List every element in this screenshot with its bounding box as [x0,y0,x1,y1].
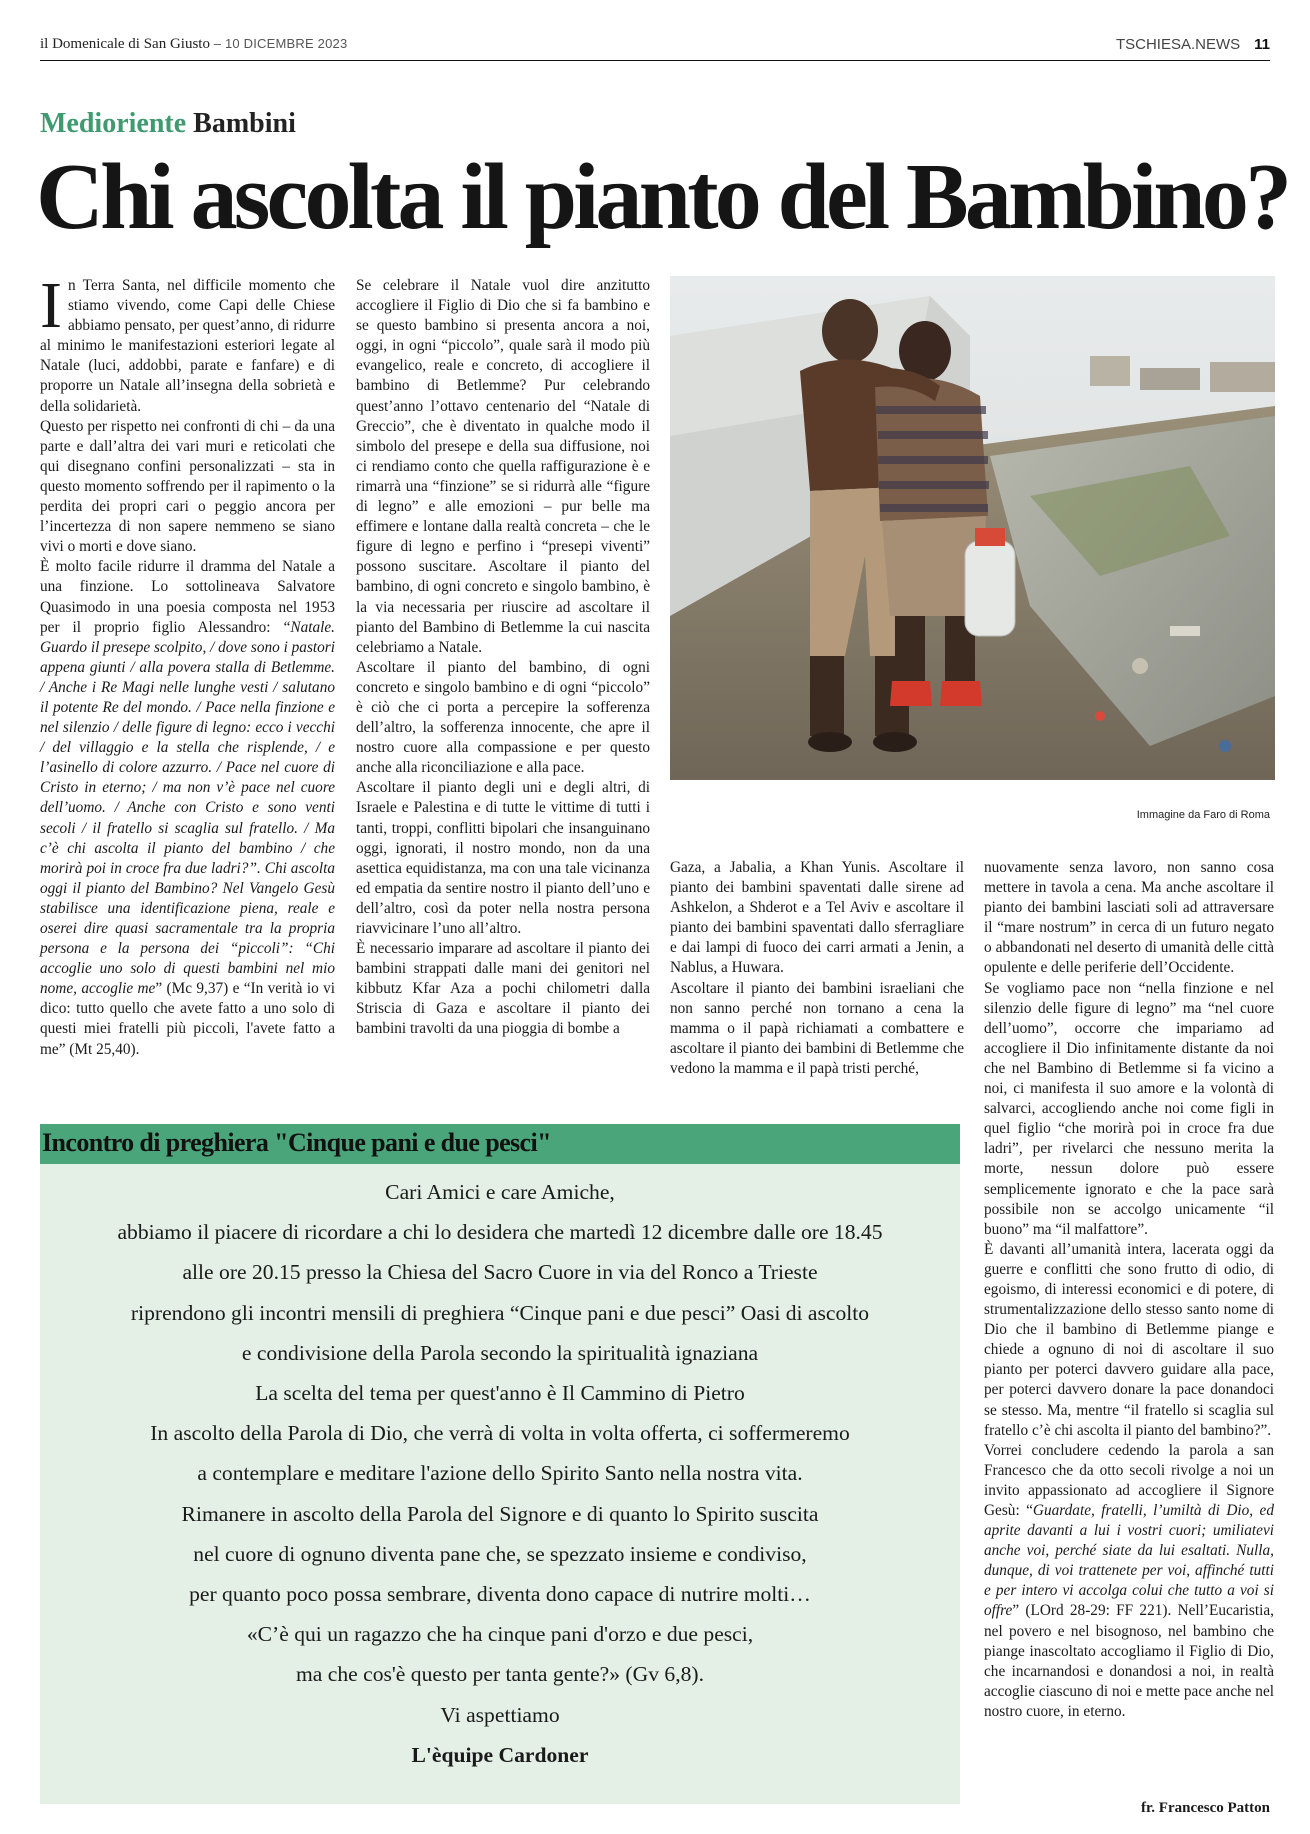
paragraph [356,276,650,658]
paragraph-text: Ascoltare il pianto degli uni e degli altri, di Israele e Palestina e di tutte le vittime di tutti i tanti, troppi, conflitti bipolari che insanguinano oggi, ignorati, il nostro mondo, non da una asettica equidistanza, ma con una tale vicinanza ed empatia da sentire nostro il pianto dell’uno e dell’altro, così da poter nella nostra persona riavvicinare l’uno all’altro. [356,779,650,937]
quotation: Natale. Guardo il presepe scolpito, / dove sono i pastori appena giunti / alla povera stalla di Betlemme. / Anche i Re Magi nelle lunghe vesti / salutano il potente Re del mondo. / Pace nella finzione e nel silenzio / delle figure di legno: ecco i vecchi / del villaggio e la stella che risplende, / e l’asinello di colore azzurro. / Pace nel cuore di Cristo in eterno; / ma non v’è pace nel cuore dell’uomo. / Anche con Cristo e sono venti secoli / il fratello si scaglia sul fratello. / Ma c’è chi ascolta il pianto del bambino / che morirà poi in croce fra due ladri?”. Chi ascolta oggi il pianto del Bambino? Nel Vangelo Gesù stabilisce una identificazione piena, reale e oserei dire quasi sacramentale tra la propria persona e la persona dei “piccoli”: “Chi accoglie uno solo di questi bambini nel mio nome, accoglie me [40,618,336,998]
box-line: «C’è qui un ragazzo che ha cinque pani d'orzo e due pesci, [246,1622,754,1647]
publication-name: il Domenicale di San Giusto [40,36,210,52]
paragraph [670,858,964,979]
box-line: Rimanere in ascolto della Parola del Signore e di quanto lo Spirito suscita [181,1501,819,1526]
paragraph [356,939,650,1039]
paragraph-text: Gaza, a Jabalia, a Khan Yunis. Ascoltare il pianto dei bambini spaventati dalle sirene ad Ashkelon, a Shderot e a Tel Aviv e ascoltare il pianto dei bambini spaventati dallo sferragliare e dai lampi di fuoco dei carri armati a Jenin, a Nablus, a Huwara. [670,859,964,977]
page-number: 11 [1254,36,1270,53]
paragraph-text: È necessario imparare ad ascoltare il pianto dei bambini strappati dalle mani dei genitori nel kibbutz Kfar Aza a pochi chilometri dalla Striscia di Gaza e ascoltare il pianto dei bambini travolti da una pioggia di bombe a [356,940,650,1038]
box-line: per quanto poco possa sembrare, diventa dono capace di nutrire molti… [189,1582,811,1607]
box-line: Vi aspettiamo [440,1702,560,1727]
kicker-topic: Medioriente [40,108,187,139]
header-rule [40,60,1270,61]
paragraph [984,1441,1274,1722]
paragraph [984,1240,1274,1441]
paragraph-text-after: ” (LOrd 28-29: FF 221). Nell’Eucaristia, nel povero e nel bisognoso, nel bambino che piange inascoltato accogliamo il Figlio di Dio, che incarnandosi e donandosi a noi, in realtà accoglie ciascuno di noi e mette pace anche nel nostro cuore, in eterno. [984,1602,1274,1720]
paragraph-text-after: ” (Mc 9,37) e “In verità io vi dico: tutto quello che avete fatto a uno solo di questi miei fratelli più piccoli, l'avete fatto a me” (Mt 25,40). [40,980,335,1058]
box-line: nel cuore di ognuno diventa pane che, se spezzato insieme e condiviso, [193,1541,807,1566]
children-walking-photo [670,276,1275,780]
paragraph [356,778,650,939]
paragraph [670,979,964,1079]
paragraph-text: Questo per rispetto nei confronti di chi – da una parte e dall’altra dei vari muri e reticolati che qui disegnano confini personalizzati – sta in questo momento soffrendo per il rapimento o la perdita dei propri cari o peggio ancora per l’incertezza di non sapere nemmeno se siano vivi o morti e dove siano. [40,417,335,556]
paragraph [984,979,1274,1240]
box-line: ma che cos'è questo per tanta gente?» (Gv 6,8). [295,1662,704,1687]
article-column-3 [670,858,964,1079]
issue-date: – 10 DICEMBRE 2023 [213,36,348,51]
box-line: La scelta del tema per quest'anno è Il Cammino di Pietro [255,1381,745,1406]
box-line: In ascolto della Parola di Dio, che verrà di volta in volta offerta, ci soffermeremo [150,1421,850,1446]
box-line: e condivisione della Parola secondo la spiritualità ignaziana [241,1340,759,1365]
publication-header [40,36,347,53]
site-name: TSCHIESA.NEWS [1115,36,1241,53]
page-header-right [1116,36,1270,53]
paragraph-text: È davanti all’umanità intera, lacerata oggi da guerre e conflitti che sono frutto di odio, di egoismo, di interessi economici e di potere, di strumentalizzazione dello stesso santo nome di Dio che il bambino di Betlemme piange e chiede a ognuno di noi di ascoltare il suo pianto per poterci davvero guidare alla pace, per poterci davvero donare la pace donandoci se stesso. Ma, mentre “il fratello si scaglia sul fratello c’è chi ascolta il pianto del bambino?”. [984,1240,1274,1439]
article-signature: fr. Francesco Patton [1141,1800,1270,1816]
kicker [40,108,296,140]
paragraph [40,557,335,1059]
box-line: a contemplare e meditare l'azione dello Spirito Santo nella nostra vita. [197,1461,803,1486]
article-column-2 [356,276,650,1040]
paragraph-text: Ascoltare il pianto dei bambini israeliani che non sanno perché non tornano a cena la mamma o il papà richiamati a combattere e ascoltare il pianto dei bambini di Betlemme che vedono la mamma e il papà tristi perché, [670,979,964,1077]
paragraph-text: Se celebrare il Natale vuol dire anzitutto accogliere il Figlio di Dio che si fa bambino e se questo bambino si presenta ancora a noi, oggi, in ogni “piccolo”, quale sarà il modo più evangelico, reale e concreto, di accogliere il bambino di Betlemme? Pur celebrando quest’anno l’ottavo centenario del “Natale di Greccio”, che è diventato in qualche modo il simbolo del presepe e della sua diffusione, noi ci rendiamo conto che quella raffigurazione è e rimarrà una “finzione” se si ridurrà alle “figure di legno” e alle emozioni – pur belle ma effimere e lontane dalla realtà concreta – che le figure di legno e perfino i “presepi viventi” possono suscitare. Ascoltare il pianto del bambino, di ogni concreto e singolo bambino, è la via necessaria per riuscire ad ascoltare il pianto del Bambino di Betlemme la cui nascita celebriamo a Natale. [356,277,650,656]
paragraph [356,658,650,779]
paragraph [984,858,1274,979]
paragraph-text: È molto facile ridurre il dramma del Natale a una finzione. Lo sottolineava Salvatore Quasimodo in una poesia composta nel 1953 per il proprio figlio Alessandro: “ [40,558,335,636]
box-line: riprendono gli incontri mensili di preghiera “Cinque pani e due pesci” Oasi di ascolto [130,1300,870,1325]
paragraph [40,269,335,417]
paragraph-text: nuovamente senza lavoro, non sanno cosa mettere in tavola a cena. Ma anche ascoltare il pianto dei bambini lasciati soli ad attraversare il “mare nostrum” in cerca di un futuro negato o abbandonati nel deserto di umanità delle città opulente e delle periferie dell’Occidente. [984,859,1274,977]
photo-caption: Immagine da Faro di Roma [1136,809,1270,821]
box-closing: L'èquipe Cardoner [411,1742,589,1767]
article-photo [670,276,1275,780]
box-line: Cari Amici e care Amiche, [385,1180,615,1204]
box-title: Incontro di preghiera "Cinque pani e due pesci" [42,1128,551,1157]
paragraph-text: Vorrei concludere cedendo la parola a san Francesco che da otto secoli rivolge a noi un invito appassionato ad accogliere il Signore Gesù: “ [984,1441,1274,1519]
article-column-4 [984,858,1274,1722]
quotation: Guardate, fratelli, l’umiltà di Dio, ed aprite davanti a lui i vostri cuori; umiliatevi anche voi, perché siate da lui esaltati. Nulla, dunque, di voi trattenete per voi, affinché tutti e per intero vi accolga colui che tutto a voi si offre [984,1502,1274,1620]
article-title: Chi ascolta il pianto del Bambino? [36,145,1289,249]
drop-cap: I [40,269,62,342]
paragraph-text: Ascoltare il pianto del bambino, di ogni concreto e singolo bambino e di ogni “piccolo” è ciò che ci porta a percepire la sofferenza dell’altro, la sofferenza innocente, che apre il nostro cuore alla compassione e per questo anche alla riconciliazione e alla pace. [356,658,650,777]
paragraph-text: n Terra Santa, nel difficile momento che stiamo vivendo, come Capi delle Chiese abbiamo pensato, per quest’anno, di ridurre al minimo le manifestazioni esteriori legate al Natale (luci, addobbi, parate e fanfare) e di proporre un Natale all’insegna della sobrietà e della solidarietà. [40,277,335,415]
box-line: alle ore 20.15 presso la Chiesa del Sacro Cuore in via del Ronco a Trieste [182,1260,818,1285]
box-body [40,1172,960,1775]
paragraph [40,417,335,558]
kicker-section: Bambini [193,108,296,139]
box-line: abbiamo il piacere di ricordare a chi lo desidera che martedì 12 dicembre dalle ore 18.45 [117,1220,883,1245]
article-column-1 [40,269,336,1060]
paragraph-text: Se vogliamo pace non “nella finzione e nel silenzio delle figure di legno” ma “nel cuore dell’uomo”, occorre che impariamo ad accogliere il Dio infinitamente distante da noi che nel Bambino di Betlemme si fa vicino a noi, ci manifesta il suo amore e la volontà di salvarci, accogliendo anche noi come figli in quel figlio “che morirà poi in croce fra due ladri”, per rivelarci che nessuno merita la morte, nessun dolore può essere semplicemente ignorato e che la pace sarà possibile non se accolgo unicamente “il buono” ma “il malfattore”. [984,979,1274,1238]
